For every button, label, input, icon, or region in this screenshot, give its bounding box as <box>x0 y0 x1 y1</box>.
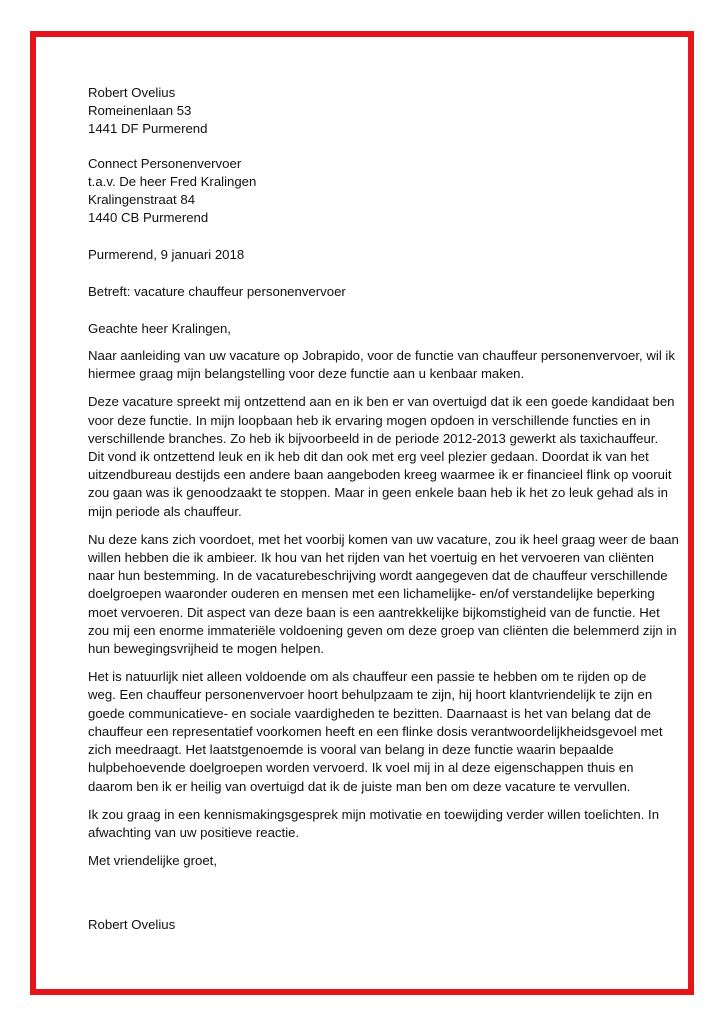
paragraph-line: hulpbehoevende doelgroepen worden vervoerd. Ik voel mij in al deze eigenschappen thuis en <box>88 760 634 776</box>
paragraph-line: mijn periode als chauffeur. <box>88 503 242 519</box>
paragraph-line: chauffeur een representatief voorkomen heeft en een flinke dosis verantwoordelijkheidsgevoel met <box>88 723 663 739</box>
paragraph-line: zou gaan was ik genoodzaakt te stoppen. Maar in geen enkele baan heb ik het zo leuk gehad als in <box>88 485 668 501</box>
paragraph-line: uitzendbureau destijds een andere baan aangeboden kreeg waarmee ik er financieel flink op vooruit <box>88 467 672 483</box>
paragraph-line: daarom ben ik er heilig van overtuigd dat ik de juiste man ben om deze vacature te vervullen. <box>88 778 631 794</box>
letter-signature <box>88 916 648 934</box>
paragraph-closing <box>88 806 660 842</box>
paragraph-experience <box>88 393 675 520</box>
paragraph-line: Dit vond ik ontzettend leuk en ik heb dit dan ook met erg veel plezier gedaan. Doordat ik van het <box>88 449 649 465</box>
paragraph-line: afwachting van uw positieve reactie. <box>88 824 300 840</box>
letter-closing <box>88 852 648 870</box>
recipient-attention: t.a.v. De heer Fred Kralingen <box>88 173 257 189</box>
paragraph-line: voor deze functie. In mijn loopbaan heb ik ervaring mogen opdoen in verschillende functies en in <box>88 412 651 428</box>
sender-name: Robert Ovelius <box>88 85 176 100</box>
paragraph-line: weg. Een chauffeur personenvervoer hoort behulpzaam te zijn, hij hoort klantvriendelijk te zijn en <box>88 687 653 703</box>
sender-address <box>88 84 648 139</box>
paragraph-qualities <box>88 668 663 795</box>
paragraph-line: zich meedraagt. Het laatstgenoemde is vooral van belang in deze functie waarin bepaalde <box>88 742 614 758</box>
recipient-street: Kralingenstraat 84 <box>88 192 196 208</box>
signature-name: Robert Ovelius <box>88 917 176 933</box>
paragraph-line: Deze vacature spreekt mij ontzettend aan en ik ben er van overtuigd dat ik een goede kandidaat ben <box>88 394 675 410</box>
subject-line: Betreft: vacature chauffeur personenvervoer <box>88 283 346 299</box>
paragraph-line: Het is natuurlijk niet alleen voldoende om als chauffeur een passie te hebben om te rijden op de <box>88 669 647 685</box>
letter-date <box>88 246 648 264</box>
paragraph-line: hun bewegingsvrijheid te mogen helpen. <box>88 641 325 657</box>
closing-line: Met vriendelijke groet, <box>88 853 218 869</box>
sender-street: Romeinenlaan 53 <box>88 103 192 119</box>
recipient-address <box>88 155 648 228</box>
salutation-line: Geachte heer Kralingen, <box>88 320 231 336</box>
sender-city: 1441 DF Purmerend <box>88 121 208 137</box>
letter-salutation <box>88 320 648 338</box>
paragraph-line: zou mij een enorme immateriële voldoening geven om deze groep van cliënten die belemmerd zijn in <box>88 622 677 638</box>
paragraph-line: willen hebben die ik ambieer. Ik hou van het rijden van het voertuig en het vervoeren van cliënten <box>88 550 654 566</box>
recipient-company: Connect Personenvervoer <box>88 155 242 171</box>
paragraph-line: doelgroepen waaronder ouderen en mensen met een lichamelijke- en/of verstandelijke beperking <box>88 586 655 602</box>
paragraph-intro <box>88 347 675 383</box>
paragraph-line: Naar aanleiding van uw vacature op Jobrapido, voor de functie van chauffeur personenvervoer, wil ik <box>88 348 675 364</box>
paragraph-line: Nu deze kans zich voordoet, met het voorbij komen van uw vacature, zou ik heel graag weer de baan <box>88 531 679 547</box>
letter-subject <box>88 283 648 301</box>
recipient-city: 1440 CB Purmerend <box>88 210 209 226</box>
paragraph-line: verschillende branches. Zo heb ik bijvoorbeeld in de periode 2012-2013 gewerkt als taxichauffeur. <box>88 430 659 446</box>
paragraph-line: moet vervoeren. Dit aspect van deze baan is een aantrekkelijke bijkomstigheid van de functie. Het <box>88 604 660 620</box>
paragraph-line: goede communicatieve- en sociale vaardigheden te bezitten. Daarnaast is het van belang dat de <box>88 705 652 721</box>
paragraph-line: Ik zou graag in een kennismakingsgesprek mijn motivatie en toewijding verder willen toelichten. In <box>88 806 660 822</box>
paragraph-line: hiermee graag mijn belangstelling voor deze functie aan u kenbaar maken. <box>88 366 525 382</box>
letter-body <box>88 84 679 935</box>
paragraph-line: naar hun bestemming. In de vacaturebeschrijving wordt aangegeven dat de chauffeur verschillende <box>88 568 668 584</box>
date-line: Purmerend, 9 januari 2018 <box>88 247 245 263</box>
paragraph-motivation <box>88 531 679 658</box>
